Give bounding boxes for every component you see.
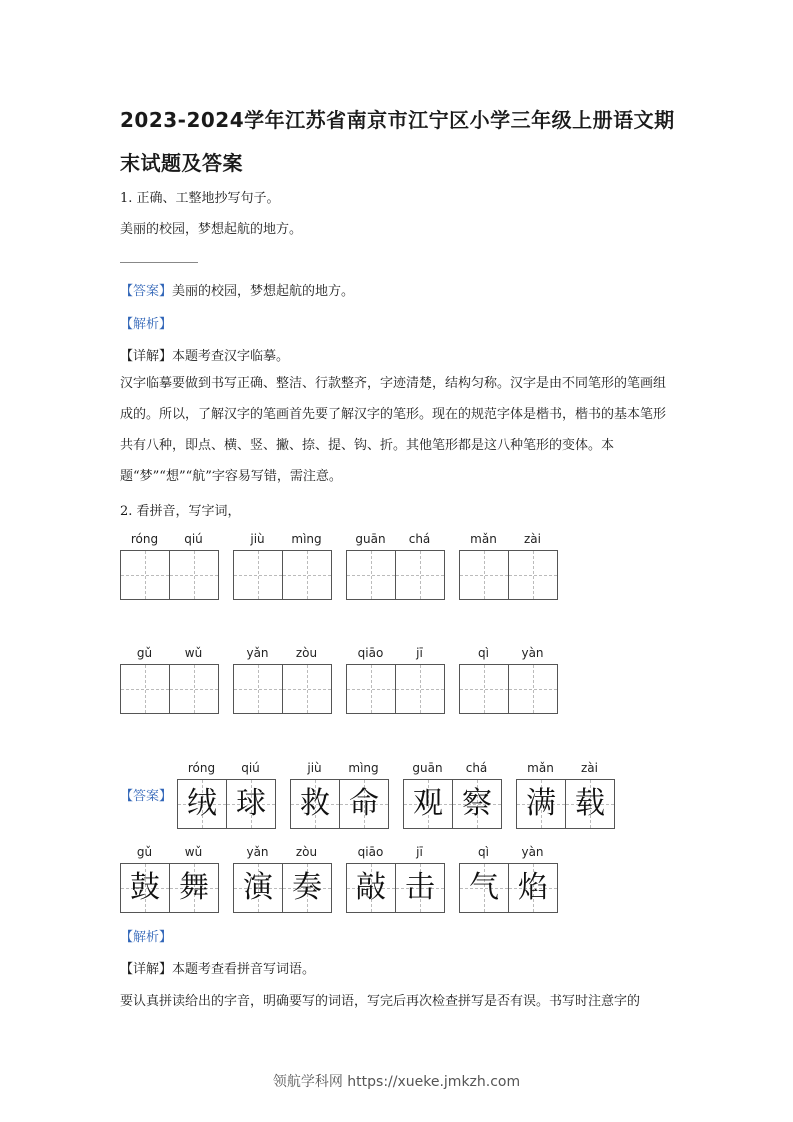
word-pair [177,761,275,828]
writing-cell[interactable] [459,664,509,714]
detail-tag: 【详解】 [120,962,173,977]
pinyin-label: wǔ [184,646,203,660]
writing-cell [565,779,615,829]
q1-analysis-tag: 【解析】 [120,317,173,332]
answer-character: 击 [405,870,435,905]
pinyin-label: jiù [250,532,265,546]
pinyin-label: gǔ [136,646,153,660]
writing-cell[interactable] [508,664,558,714]
q1-question: 1. 正确、工整地抄写句子。 [120,191,280,206]
writing-cell[interactable] [395,550,445,600]
writing-cell [290,779,340,829]
writing-cell [403,779,453,829]
answer-character: 演 [243,870,273,905]
pinyin-label: mǎn [527,761,554,775]
q1-answer [120,280,354,299]
pinyin-label: guān [412,761,443,775]
writing-cell [120,863,170,913]
answer-character: 察 [462,786,492,821]
writing-cell[interactable] [233,550,283,600]
writing-blank-line [120,262,198,263]
writing-cell [169,863,219,913]
pinyin-label: guān [355,532,386,546]
writing-cell [452,779,502,829]
writing-cell [346,863,396,913]
pinyin-label: mìng [348,761,379,775]
detail-text: 本题考查汉字临摹。 [172,349,290,364]
writing-cell [395,863,445,913]
pinyin-label: chá [465,761,488,775]
writing-cell[interactable] [346,550,396,600]
writing-cell[interactable] [508,550,558,600]
pinyin-label: qì [478,845,489,859]
word-pair [346,532,444,599]
answer-character: 焰 [518,870,548,905]
pinyin-label: qiú [184,532,203,546]
answer-character: 观 [413,786,443,821]
pinyin-label: zòu [295,646,318,660]
q2-explanation: 要认真拼读给出的字音，明确要写的词语，写完后再次检查拼写是否有误。书写时注意字的 [120,994,641,1009]
word-pair [459,845,557,912]
answer-character: 敲 [356,870,386,905]
pinyin-label: mǎn [470,532,497,546]
word-pair [233,532,331,599]
answer-text: 美丽的校园，梦想起航的地方。 [172,284,355,299]
answer-character: 命 [349,786,379,821]
pinyin-label: jī [416,646,423,660]
answer-character: 绒 [187,786,217,821]
answer-character: 救 [300,786,330,821]
pinyin-label: róng [130,532,159,546]
answer-character: 气 [469,870,499,905]
writing-cell[interactable] [169,550,219,600]
pinyin-label: jī [416,845,423,859]
pinyin-label: jiù [307,761,322,775]
pinyin-label: zài [524,532,541,546]
page-title-line-2: 末试题及答案 [120,151,243,175]
answer-character: 舞 [179,870,209,905]
writing-cell [516,779,566,829]
word-pair [233,845,331,912]
writing-cell [177,779,227,829]
q1-detail [120,345,289,364]
q2-answer-tag: 【答案】 [120,789,173,804]
writing-cell [508,863,558,913]
writing-cell[interactable] [346,664,396,714]
pinyin-label: chá [408,532,431,546]
answer-character: 载 [575,786,605,821]
answer-character: 鼓 [130,870,160,905]
word-pair [459,532,557,599]
writing-cell [459,863,509,913]
q2-question: 2. 看拼音，写字词， [120,504,241,519]
answer-character: 满 [526,786,556,821]
word-pair [233,646,331,713]
writing-cell[interactable] [282,664,332,714]
writing-cell[interactable] [395,664,445,714]
q2-analysis-tag: 【解析】 [120,930,173,945]
answer-tag: 【答案】 [120,284,173,299]
writing-cell [339,779,389,829]
q2-detail [120,958,315,977]
word-pair [346,845,444,912]
word-pair [516,761,614,828]
pinyin-label: qiāo [357,845,384,859]
detail-tag: 【详解】 [120,349,173,364]
pinyin-label: zài [581,761,598,775]
writing-cell[interactable] [282,550,332,600]
footer-watermark: 领航学科网 https://xueke.jmkzh.com [272,1074,521,1090]
word-pair [346,646,444,713]
pinyin-label: gǔ [136,845,153,859]
answer-character: 奏 [292,870,322,905]
writing-cell[interactable] [120,550,170,600]
word-pair [459,646,557,713]
word-pair [120,532,218,599]
pinyin-label: qiú [241,761,260,775]
pinyin-label: qiāo [357,646,384,660]
pinyin-label: mìng [291,532,322,546]
writing-cell [226,779,276,829]
writing-cell[interactable] [233,664,283,714]
writing-cell [282,863,332,913]
pinyin-label: yǎn [246,646,269,660]
writing-cell [233,863,283,913]
word-pair [290,761,388,828]
pinyin-label: zòu [295,845,318,859]
writing-cell[interactable] [120,664,170,714]
q1-explanation: 汉字临摹要做到书写正确、整洁、行款整齐，字迹清楚，结构匀称。汉字是由不同笔形的笔画组成的。所以，了解汉字的笔画首先要了解汉字的笔形。现在的规范字体是楷书，楷书的基本笔形共有八种，即点、横、竖、撇、捺、提、钩、折。其他笔形都是这八种笔形的变体。本题“梦”“想”“航”字容易写错，需注意。 [120,376,667,484]
writing-cell[interactable] [169,664,219,714]
pinyin-label: qì [478,646,489,660]
writing-cell[interactable] [459,550,509,600]
q1-sentence: 美丽的校园，梦想起航的地方。 [120,222,303,237]
page-title-line-1: 2023-2024学年江苏省南京市江宁区小学三年级上册语文期 [120,108,675,132]
word-pair [403,761,501,828]
pinyin-label: wǔ [184,845,203,859]
pinyin-label: róng [187,761,216,775]
word-pair [120,845,218,912]
word-pair [120,646,218,713]
answer-character: 球 [236,786,266,821]
detail-text: 本题考查看拼音写词语。 [172,962,316,977]
pinyin-label: yàn [521,845,544,859]
pinyin-label: yàn [521,646,544,660]
pinyin-label: yǎn [246,845,269,859]
